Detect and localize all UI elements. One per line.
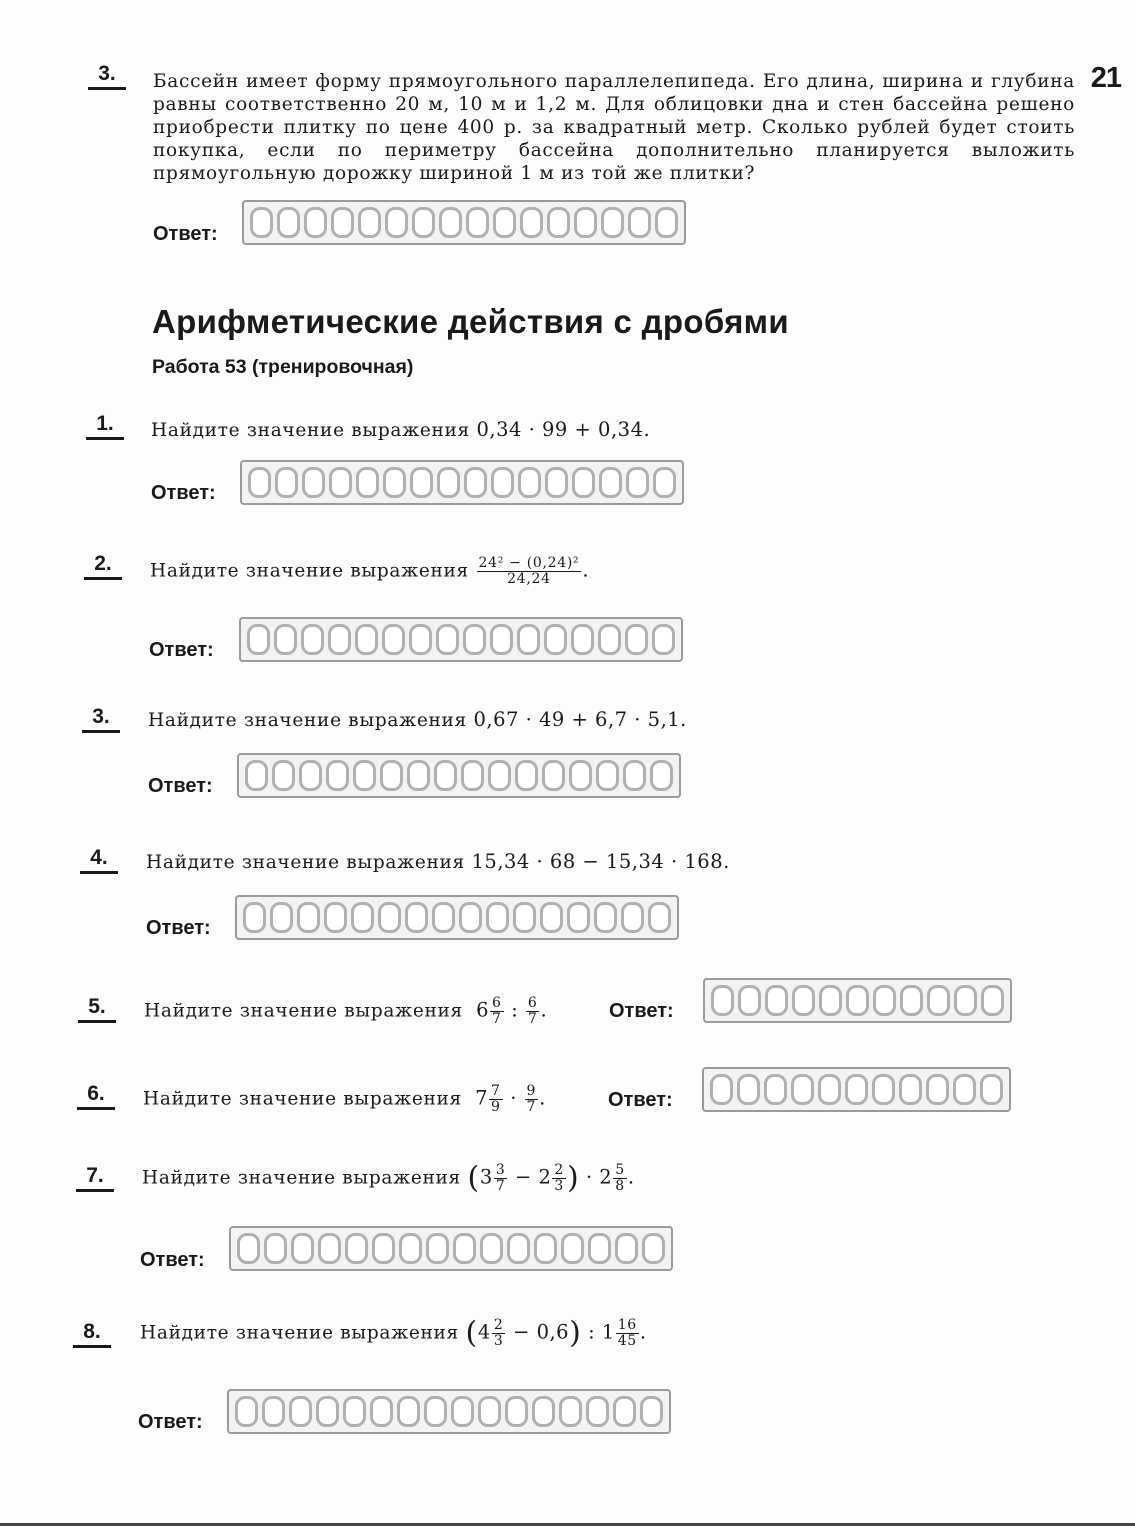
answer-cell[interactable] [370,1396,393,1427]
page-edge-line [0,1523,1135,1526]
task-number: 5. [78,995,116,1023]
answer-cell[interactable] [264,1233,287,1264]
answer-cell[interactable] [324,902,347,933]
answer-cell[interactable] [436,624,459,655]
answer-cell[interactable] [466,207,489,238]
answer-cell[interactable] [640,1396,663,1427]
answer-label: Ответ: [609,1000,674,1022]
answer-cell[interactable] [410,467,433,498]
answer-cell[interactable] [478,1396,501,1427]
answer-cell[interactable] [846,985,869,1016]
answer-label: Ответ: [608,1089,673,1111]
answer-cell[interactable] [488,760,511,791]
answer-cell[interactable] [372,1233,395,1264]
answer-cell[interactable] [569,760,592,791]
answer-cell[interactable] [980,1074,1003,1105]
answer-cell[interactable] [407,760,430,791]
task-number: 2. [84,552,122,580]
task-text: Найдите значение выражения (4 $\frac{2}{3}$ − 0,6) : 1 $\frac{16}{45}$ . [140,1315,647,1351]
work-title: Работа 53 (тренировочная) [152,356,414,378]
answer-cell[interactable] [380,760,403,791]
answer-cell[interactable] [792,985,815,1016]
answer-grid[interactable] [235,895,679,940]
answer-cell[interactable] [601,207,624,238]
answer-cell[interactable] [426,1233,449,1264]
answer-cell[interactable] [544,624,567,655]
task-number: 3. [88,62,126,90]
section-title: Арифметические действия с дробями [152,303,789,340]
answer-grid[interactable] [702,1067,1011,1112]
answer-cell[interactable] [316,1396,339,1427]
answer-cell[interactable] [621,902,644,933]
answer-cell[interactable] [594,902,617,933]
answer-cell[interactable] [623,760,646,791]
answer-label: Ответ: [146,917,211,939]
answer-cell[interactable] [574,207,597,238]
answer-label: Ответ: [149,639,214,661]
task-text: Найдите значение выражения 0,34 · 99 + 0,34. [151,418,651,441]
answer-cell[interactable] [272,760,295,791]
answer-cell[interactable] [405,902,428,933]
task-text: Найдите значение выражения 6 $\frac{6}{7}$ : $\frac{6}{7}$ . [144,995,548,1027]
answer-cell[interactable] [981,985,1004,1016]
answer-cell[interactable] [764,1074,787,1105]
answer-cell[interactable] [277,207,300,238]
answer-cell[interactable] [378,902,401,933]
answer-cell[interactable] [289,1396,312,1427]
answer-cell[interactable] [382,624,405,655]
answer-cell[interactable] [599,467,622,498]
answer-cell[interactable] [353,760,376,791]
answer-cell[interactable] [586,1396,609,1427]
answer-cell[interactable] [545,467,568,498]
answer-cell[interactable] [329,467,352,498]
answer-cell[interactable] [459,902,482,933]
answer-grid[interactable] [703,978,1012,1023]
answer-grid[interactable] [240,460,684,505]
answer-cell[interactable] [927,985,950,1016]
answer-cell[interactable] [900,985,923,1016]
answer-cell[interactable] [270,902,293,933]
task-text: Найдите значение выражения 0,67 · 49 + 6,7 · 5,1. [148,708,687,731]
answer-cell[interactable] [262,1396,285,1427]
answer-cell[interactable] [299,760,322,791]
answer-cell[interactable] [409,624,432,655]
answer-cell[interactable] [819,985,842,1016]
answer-cell[interactable] [491,467,514,498]
answer-cell[interactable] [451,1396,474,1427]
answer-cell[interactable] [463,624,486,655]
answer-cell[interactable] [926,1074,949,1105]
answer-cell[interactable] [505,1396,528,1427]
answer-grid[interactable] [239,617,683,662]
answer-cell[interactable] [561,1233,584,1264]
answer-cell[interactable] [954,985,977,1016]
answer-cell[interactable] [518,467,541,498]
answer-cell[interactable] [274,624,297,655]
answer-cell[interactable] [953,1074,976,1105]
task-text: Найдите значение выражения 7 $\frac{7}{9}$ · $\frac{9}{7}$ . [143,1083,546,1115]
answer-label: Ответ: [151,482,216,504]
answer-cell[interactable] [507,1233,530,1264]
task-number: 4. [80,846,118,874]
answer-cell[interactable] [613,1396,636,1427]
answer-cell[interactable] [655,207,678,238]
answer-cell[interactable] [297,902,320,933]
answer-cell[interactable] [399,1233,422,1264]
answer-label: Ответ: [138,1411,203,1433]
answer-cell[interactable] [873,985,896,1016]
answer-cell[interactable] [412,207,435,238]
answer-cell[interactable] [711,985,734,1016]
answer-cell[interactable] [301,624,324,655]
answer-cell[interactable] [588,1233,611,1264]
task-number: 8. [73,1320,111,1348]
answer-cell[interactable] [559,1396,582,1427]
answer-cell[interactable] [653,467,676,498]
answer-cell[interactable] [738,985,761,1016]
answer-cell[interactable] [328,624,351,655]
answer-label: Ответ: [140,1249,205,1271]
answer-cell[interactable] [248,467,271,498]
answer-cell[interactable] [432,902,455,933]
answer-cell[interactable] [513,902,536,933]
task-text: Найдите значение выражения (3 $\frac{3}{7}$ − 2 $\frac{2}{3}$ ) · 2 $\frac{5}{8}$ . [142,1160,635,1196]
answer-cell[interactable] [291,1233,314,1264]
answer-cell[interactable] [596,760,619,791]
answer-cell[interactable] [532,1396,555,1427]
answer-cell[interactable] [818,1074,841,1105]
answer-cell[interactable] [397,1396,420,1427]
answer-cell[interactable] [383,467,406,498]
answer-cell[interactable] [453,1233,476,1264]
answer-cell[interactable] [515,760,538,791]
answer-cell[interactable] [540,902,563,933]
task-text: Найдите значение выражения 15,34 · 68 − 15,34 · 168. [146,850,730,873]
answer-cell[interactable] [567,902,590,933]
answer-cell[interactable] [899,1074,922,1105]
task-number: 7. [76,1164,114,1192]
answer-cell[interactable] [547,207,570,238]
answer-cell[interactable] [628,207,651,238]
answer-cell[interactable] [542,760,565,791]
answer-cell[interactable] [490,624,513,655]
answer-cell[interactable] [710,1074,733,1105]
answer-cell[interactable] [434,760,457,791]
answer-cell[interactable] [642,1233,665,1264]
task-text: Найдите значение выражения $\frac{\text{24² − (0,24)²}}{24,24}$ . [150,555,590,587]
answer-cell[interactable] [598,624,621,655]
answer-cell[interactable] [625,624,648,655]
answer-cell[interactable] [243,902,266,933]
answer-cell[interactable] [571,624,594,655]
answer-cell[interactable] [464,467,487,498]
answer-cell[interactable] [358,207,381,238]
answer-grid[interactable] [242,200,686,245]
answer-cell[interactable] [648,902,671,933]
task-text: Бассейн имеет форму прямоугольного параллелепипеда. Его длина, ширина и глубина равны соответственно 20 м, 10 м и 1,2 м. Для облицовки дна и стен бассейна решено приобрести плитку по цене 400 р. за квадратный метр. Сколько рублей будет стоить покупка, если по периметру бассейна дополнительно планируется выложить прямоугольную дорожку шириной 1 м из той же плитки? [153,71,1075,184]
answer-cell[interactable] [650,760,673,791]
answer-cell[interactable] [302,467,325,498]
answer-cell[interactable] [486,902,509,933]
answer-cell[interactable] [235,1396,258,1427]
answer-cell[interactable] [318,1233,341,1264]
answer-cell[interactable] [424,1396,447,1427]
answer-grid[interactable] [229,1226,673,1271]
task-number: 3. [82,705,120,733]
answer-cell[interactable] [615,1233,638,1264]
answer-label: Ответ: [148,775,213,797]
answer-cell[interactable] [247,624,270,655]
answer-cell[interactable] [439,207,462,238]
answer-cell[interactable] [331,207,354,238]
answer-cell[interactable] [493,207,516,238]
answer-cell[interactable] [345,1233,368,1264]
answer-grid[interactable] [227,1389,671,1434]
answer-cell[interactable] [791,1074,814,1105]
answer-cell[interactable] [520,207,543,238]
answer-cell[interactable] [534,1233,557,1264]
answer-cell[interactable] [356,467,379,498]
answer-cell[interactable] [461,760,484,791]
task-number: 1. [86,412,124,440]
answer-cell[interactable] [572,467,595,498]
answer-cell[interactable] [250,207,273,238]
task-number: 6. [77,1082,115,1110]
answer-cell[interactable] [845,1074,868,1105]
answer-cell[interactable] [765,985,788,1016]
answer-cell[interactable] [304,207,327,238]
answer-cell[interactable] [245,760,268,791]
answer-cell[interactable] [872,1074,895,1105]
answer-cell[interactable] [480,1233,503,1264]
answer-cell[interactable] [237,1233,260,1264]
answer-cell[interactable] [437,467,460,498]
answer-cell[interactable] [343,1396,366,1427]
answer-cell[interactable] [355,624,378,655]
answer-cell[interactable] [626,467,649,498]
answer-cell[interactable] [737,1074,760,1105]
answer-grid[interactable] [237,753,681,798]
answer-cell[interactable] [275,467,298,498]
answer-cell[interactable] [517,624,540,655]
page-number: 21 [1090,62,1121,94]
answer-cell[interactable] [652,624,675,655]
answer-label: Ответ: [153,223,218,245]
answer-cell[interactable] [385,207,408,238]
answer-cell[interactable] [326,760,349,791]
answer-cell[interactable] [351,902,374,933]
